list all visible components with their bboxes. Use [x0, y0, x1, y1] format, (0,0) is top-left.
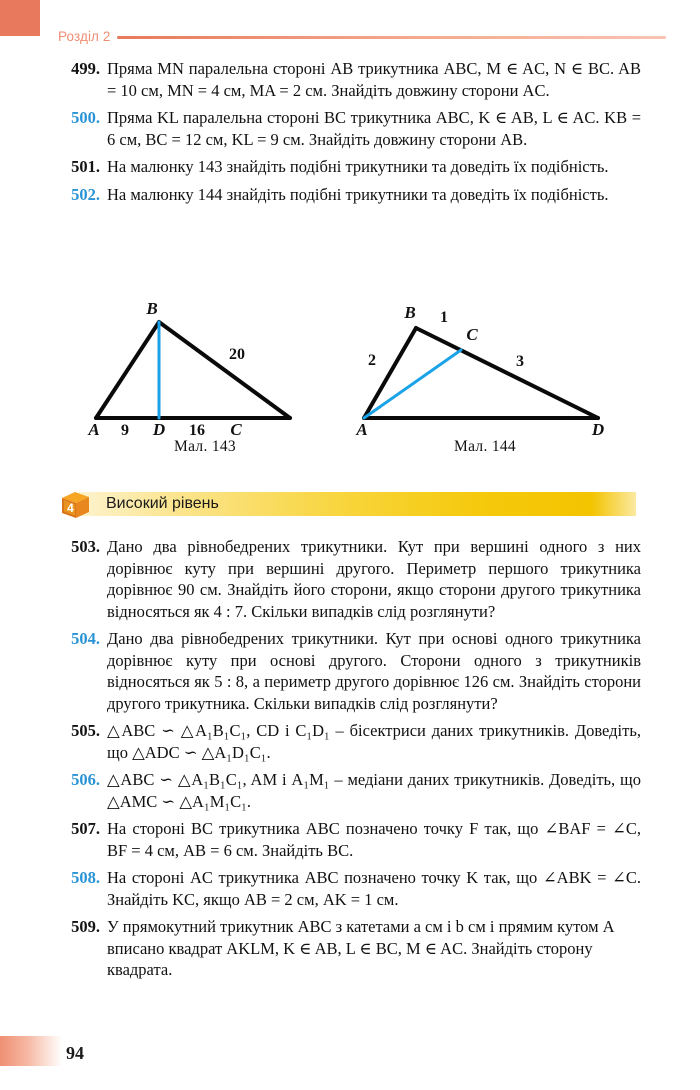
exercise-text: Дано два рівнобедрених трикутники. Кут при основі одного трикутника дорівнює куту при основі другого. Сторони одного з трикутників відносяться як 5 : 8, а периметр другого дорівнює 126 см. Знайдіть сторони другого трикутника. Скільки випадків слід розглянути? [107, 629, 641, 713]
exercise-text: △ABC ∽ △A₁B₁C₁, CD і C₁D₁ – бісектриси даних трикутників. Доведіть, що △ADC ∽ △A₁D₁C₁. [107, 721, 641, 762]
page-number: 94 [66, 1043, 84, 1063]
exercise-number: 507. [71, 819, 100, 838]
exercise-item [58, 156, 641, 178]
exercise-item [58, 867, 641, 910]
svg-text:A: A [356, 420, 368, 436]
level-banner-label: Високий рівень [106, 495, 219, 512]
svg-text:C: C [466, 325, 478, 344]
exercise-item [58, 916, 641, 981]
running-head-label: Розділ 2 [58, 28, 111, 44]
svg-text:D: D [152, 420, 166, 436]
svg-text:1: 1 [440, 309, 448, 326]
exercise-number: 508. [71, 868, 100, 887]
exercise-text: На малюнку 144 знайдіть подібні трикутники та доведіть їх подібність. [107, 184, 609, 204]
figure-144-caption: Мал. 144 [454, 438, 516, 455]
exercise-number: 504. [71, 629, 100, 648]
exercise-number: 503. [71, 537, 100, 556]
cube-icon-level-number: 4 [67, 501, 74, 515]
exercise-list-top [58, 58, 641, 211]
running-head [58, 26, 666, 46]
exercise-text: На стороні BC трикутника ABC позначено точку F так, що ∠BAF = ∠C, BF = 4 см, AB = 6 см. Знайдіть BC. [107, 819, 641, 860]
corner-decoration-block [0, 0, 40, 36]
svg-text:20: 20 [229, 346, 245, 363]
svg-text:D: D [591, 420, 605, 436]
figure-143-drawing [80, 296, 330, 436]
figure-row [58, 296, 641, 471]
exercise-list-bottom [58, 536, 641, 987]
exercise-text: Пряма MN паралельна стороні AB трикутника ABC, M ∈ AC, N ∈ BC. AB = 10 см, MN = 4 см, MA = 2 см. Знайдіть довжину сторони AC. [107, 59, 641, 100]
exercise-text: На малюнку 143 знайдіть подібні трикутники та доведіть їх подібність. [107, 157, 609, 176]
figure-143 [80, 296, 330, 456]
exercise-item [58, 818, 641, 861]
svg-text:C: C [230, 420, 242, 436]
exercise-number: 501. [71, 157, 100, 176]
exercise-number: 509. [71, 917, 100, 936]
exercise-item [58, 107, 641, 150]
exercise-number: 499. [71, 59, 100, 78]
figure-144 [350, 296, 620, 456]
exercise-item [58, 58, 641, 101]
svg-text:3: 3 [516, 353, 524, 370]
exercise-text: Дано два рівнобедрених трикутники. Кут при вершині одного з них дорівнює куту при вершині другого. Периметр першого трикутника дорівнює 90 см. Знайдіть його сторони, якщо сторони другого трикутника відносяться як 4 : 7. Скільки випадків слід розглянути? [107, 537, 641, 621]
exercise-text: У прямокутний трикутник ABC з катетами a см і b см і прямим кутом A вписано квадрат AKLM, K ∈ AB, L ∈ BC, M ∈ AC. Знайдіть сторону квадрата. [107, 917, 614, 979]
exercise-text: Пряма KL паралельна стороні BC трикутника ABC, K ∈ AB, L ∈ AC. KB = 6 см, BC = 12 см, KL = 9 см. Знайдіть довжину сторони AB. [107, 108, 641, 149]
exercise-number: 502. [71, 184, 100, 204]
svg-text:9: 9 [121, 422, 129, 436]
figure-143-caption: Мал. 143 [174, 438, 236, 455]
svg-text:A: A [88, 420, 100, 436]
exercise-item [58, 536, 641, 622]
exercise-number: 505. [71, 721, 100, 740]
svg-text:B: B [404, 303, 416, 322]
exercise-item [58, 628, 641, 714]
exercise-item [58, 184, 641, 206]
running-head-rule [117, 36, 666, 39]
exercise-item [58, 769, 641, 812]
figure-144-drawing [350, 296, 620, 436]
exercise-item [58, 720, 641, 763]
footer-decoration-block [0, 1036, 62, 1066]
cube-icon [58, 490, 92, 520]
svg-text:2: 2 [368, 352, 376, 369]
exercise-number: 506. [71, 770, 100, 789]
exercise-text: △ABC ∽ △A₁B₁C₁, AM і A₁M₁ – медіани даних трикутників. Доведіть, що △AMC ∽ △A₁M₁C₁. [107, 770, 641, 811]
svg-text:16: 16 [189, 422, 205, 436]
exercise-text: На стороні AC трикутника ABC позначено точку K так, що ∠ABK = ∠C. Знайдіть KC, якщо AB = 2 см, AK = 1 см. [107, 868, 641, 909]
svg-text:B: B [146, 299, 158, 318]
exercise-number: 500. [71, 108, 100, 127]
level-banner [58, 490, 636, 518]
